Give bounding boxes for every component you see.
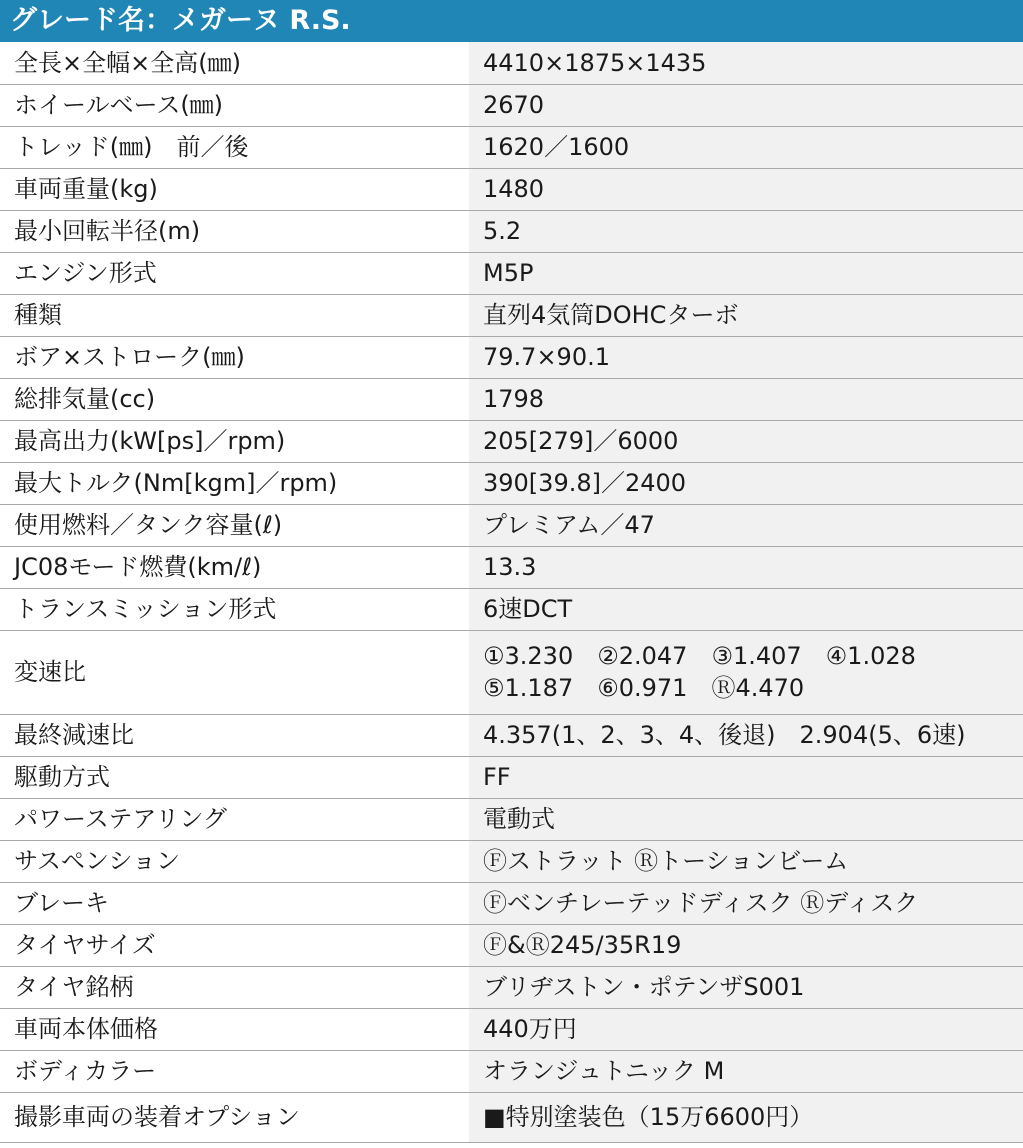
spec-value: 1480 xyxy=(469,168,1023,210)
spec-label: 最小回転半径(m) xyxy=(0,210,469,252)
spec-value: ブリヂストン・ポテンザS001 xyxy=(469,966,1023,1008)
spec-value: 4.357(1、2、3、4、後退) 2.904(5、6速) xyxy=(469,714,1023,756)
spec-label: トレッド(㎜) 前／後 xyxy=(0,126,469,168)
spec-label: 種類 xyxy=(0,294,469,336)
spec-label: 撮影車両の装着オプション xyxy=(0,1092,469,1142)
table-row xyxy=(0,756,1023,798)
table-row xyxy=(0,420,1023,462)
table-row xyxy=(0,798,1023,840)
spec-label: ブレーキ xyxy=(0,882,469,924)
spec-value: 5.2 xyxy=(469,210,1023,252)
table-row xyxy=(0,252,1023,294)
table-row xyxy=(0,840,1023,882)
spec-value: Ⓕベンチレーテッドディスク Ⓡディスク xyxy=(469,882,1023,924)
spec-value: 4410×1875×1435 xyxy=(469,42,1023,84)
table-row xyxy=(0,966,1023,1008)
grade-title: グレード名：メガーヌ R.S. xyxy=(10,5,351,36)
gear-ratio-line-1: ①3.230 ②2.047 ③1.407 ④1.028 xyxy=(483,642,916,670)
spec-label: タイヤ銘柄 xyxy=(0,966,469,1008)
spec-label: トランスミッション形式 xyxy=(0,588,469,630)
spec-label: エンジン形式 xyxy=(0,252,469,294)
table-row xyxy=(0,630,1023,714)
gear-ratio-line-2: ⑤1.187 ⑥0.971 Ⓡ4.470 xyxy=(483,674,805,702)
spec-label: パワーステアリング xyxy=(0,798,469,840)
spec-value: 390[39.8]／2400 xyxy=(469,462,1023,504)
table-row xyxy=(0,1050,1023,1092)
spec-table xyxy=(0,42,1023,1143)
spec-label: 駆動方式 xyxy=(0,756,469,798)
spec-value: Ⓕストラット Ⓡトーションビーム xyxy=(469,840,1023,882)
table-row xyxy=(0,42,1023,84)
spec-label: 全長×全幅×全高(㎜) xyxy=(0,42,469,84)
spec-value: 79.7×90.1 xyxy=(469,336,1023,378)
table-row xyxy=(0,336,1023,378)
table-row xyxy=(0,882,1023,924)
table-row xyxy=(0,378,1023,420)
spec-label: 使用燃料／タンク容量(ℓ) xyxy=(0,504,469,546)
spec-label: 車両本体価格 xyxy=(0,1008,469,1050)
table-row xyxy=(0,126,1023,168)
spec-value: 13.3 xyxy=(469,546,1023,588)
table-row xyxy=(0,1092,1023,1142)
spec-value: Ⓕ&Ⓡ245/35R19 xyxy=(469,924,1023,966)
table-row xyxy=(0,588,1023,630)
spec-value: 1620／1600 xyxy=(469,126,1023,168)
table-row xyxy=(0,924,1023,966)
table-row xyxy=(0,168,1023,210)
spec-label: タイヤサイズ xyxy=(0,924,469,966)
spec-value: プレミアム／47 xyxy=(469,504,1023,546)
table-row xyxy=(0,294,1023,336)
spec-value: M5P xyxy=(469,252,1023,294)
spec-label: ボディカラー xyxy=(0,1050,469,1092)
spec-label: 車両重量(kg) xyxy=(0,168,469,210)
spec-label: ホイールベース(㎜) xyxy=(0,84,469,126)
spec-label: JC08モード燃費(km/ℓ) xyxy=(0,546,469,588)
spec-label: ボア×ストローク(㎜) xyxy=(0,336,469,378)
spec-value: 440万円 xyxy=(469,1008,1023,1050)
spec-label: 最高出力(kW[ps]／rpm) xyxy=(0,420,469,462)
table-row xyxy=(0,210,1023,252)
table-row xyxy=(0,84,1023,126)
spec-value: オランジュトニック M xyxy=(469,1050,1023,1092)
grade-title-header xyxy=(0,0,1023,42)
table-row xyxy=(0,546,1023,588)
spec-label: サスペンション xyxy=(0,840,469,882)
spec-value: 2670 xyxy=(469,84,1023,126)
spec-value: 6速DCT xyxy=(469,588,1023,630)
spec-label: 最終減速比 xyxy=(0,714,469,756)
spec-value xyxy=(469,630,1023,714)
spec-label: 総排気量(cc) xyxy=(0,378,469,420)
spec-value: FF xyxy=(469,756,1023,798)
table-row xyxy=(0,1008,1023,1050)
spec-value: 直列4気筒DOHCターボ xyxy=(469,294,1023,336)
spec-label: 最大トルク(Nm[kgm]／rpm) xyxy=(0,462,469,504)
spec-label: 変速比 xyxy=(0,630,469,714)
spec-value: 205[279]／6000 xyxy=(469,420,1023,462)
table-row xyxy=(0,462,1023,504)
spec-value: 電動式 xyxy=(469,798,1023,840)
table-row xyxy=(0,504,1023,546)
table-row xyxy=(0,714,1023,756)
spec-value: 1798 xyxy=(469,378,1023,420)
spec-value: ■特別塗装色（15万6600円） xyxy=(469,1092,1023,1142)
